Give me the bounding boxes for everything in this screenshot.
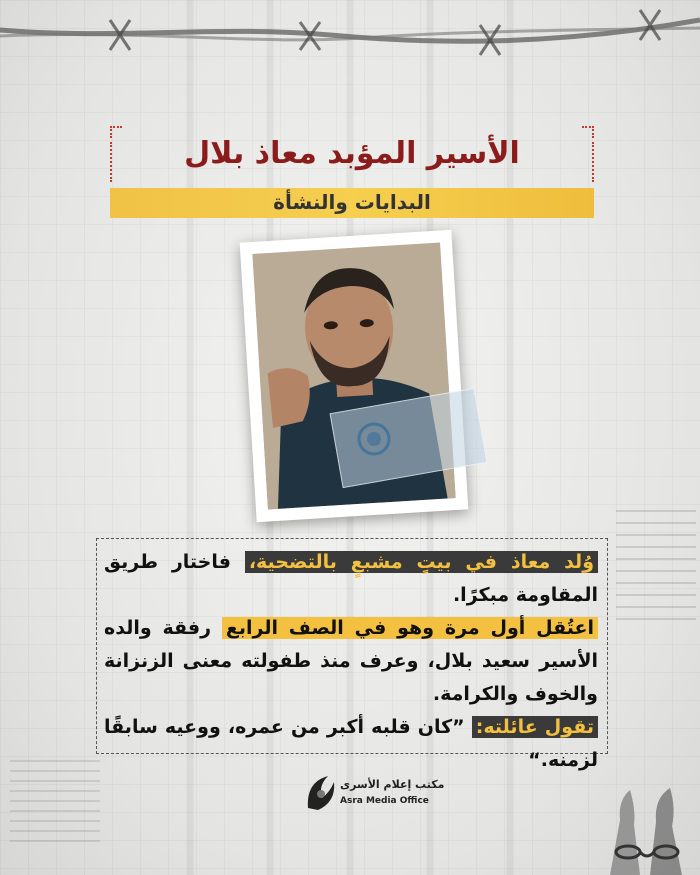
page-subtitle: البدايات والنشأة	[273, 190, 431, 214]
text-arrest-rest: رفقة والده الأسير سعيد بلال، وعرف منذ طفولته معنى الزنزانة والخوف والكرامة.	[104, 617, 598, 705]
text-birth-rest: فاختار طريق المقاومة مبكرًا.	[104, 551, 598, 606]
document-texture-right	[616, 510, 696, 620]
barbed-wire-decoration	[0, 0, 700, 90]
asra-logo-icon	[304, 772, 338, 812]
logo-arabic-name: مكتب إعلام الأسرى	[340, 778, 445, 791]
seal-stamp-icon	[356, 421, 392, 457]
highlight-arrest: اعتُقل أول مرة وهو في الصف الرابع	[222, 617, 598, 639]
paragraph-family-quote	[104, 711, 598, 777]
text-family-quote: ”كان قلبه أكبر من عمره، ووعيه سابقًا لزمنه.“	[104, 716, 598, 771]
highlight-birth: وُلد معاذ في بيتٍ مشبعٍ بالتضحية،	[245, 551, 598, 573]
document-texture-left	[10, 760, 100, 850]
chained-hands-illustration	[590, 760, 700, 875]
highlight-family: تقول عائلته:	[472, 716, 598, 738]
page-title: الأسير المؤبد معاذ بلال	[184, 136, 520, 171]
paragraph-birth	[104, 546, 598, 612]
paragraph-arrest	[104, 612, 598, 711]
logo-english-name: Asra Media Office	[340, 796, 429, 806]
